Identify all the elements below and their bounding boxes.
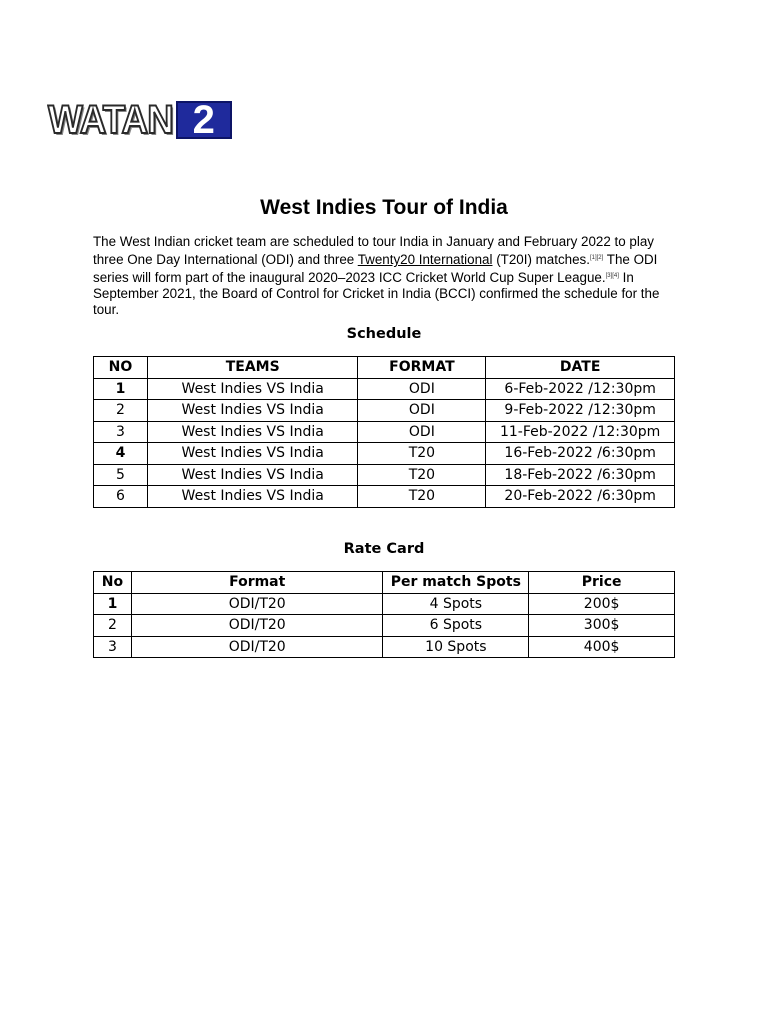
logo-word: WATAN <box>48 98 173 142</box>
cell-date: 11-Feb-2022 /12:30pm <box>486 421 675 443</box>
intro-text-4: In September 2021, the Board of Control for Cricket in India (BCCI) confirmed the schedule for the tour. <box>93 270 660 317</box>
table-row <box>94 593 675 615</box>
cell-format: ODI/T20 <box>131 636 383 658</box>
table-row <box>94 636 675 658</box>
intro-text-1: The West Indian cricket team are scheduled to tour India in January and February 2022 to play three One Day International (ODI) and three <box>93 234 654 267</box>
cell-format: T20 <box>358 464 486 486</box>
table-row <box>94 378 675 400</box>
rate-card-title: Rate Card <box>343 541 425 557</box>
rate-card-table <box>93 571 675 658</box>
header-no: No <box>94 572 132 594</box>
table-row <box>94 443 675 465</box>
ref-3-4[interactable]: [3][4] <box>605 273 619 279</box>
cell-no: 2 <box>94 615 132 637</box>
cell-format: ODI <box>358 400 486 422</box>
schedule-table <box>93 356 675 508</box>
header-date: DATE <box>486 357 675 379</box>
cell-teams: West Indies VS India <box>147 443 358 465</box>
table-row <box>94 400 675 422</box>
cell-teams: West Indies VS India <box>147 421 358 443</box>
cell-no: 1 <box>94 378 148 400</box>
table-row <box>94 486 675 508</box>
table-row <box>94 615 675 637</box>
cell-date: 20-Feb-2022 /6:30pm <box>486 486 675 508</box>
table-row <box>94 464 675 486</box>
cell-format: T20 <box>358 443 486 465</box>
cell-price: 200$ <box>529 593 675 615</box>
table-header-row <box>94 357 675 379</box>
cell-price: 400$ <box>529 636 675 658</box>
cell-teams: West Indies VS India <box>147 486 358 508</box>
cell-date: 16-Feb-2022 /6:30pm <box>486 443 675 465</box>
logo-number-box: 2 <box>176 101 232 139</box>
cell-spots: 4 Spots <box>383 593 529 615</box>
intro-text-2: (T20I) matches. <box>492 252 590 267</box>
header-format: FORMAT <box>358 357 486 379</box>
cell-teams: West Indies VS India <box>147 378 358 400</box>
table-row <box>94 421 675 443</box>
cell-spots: 10 Spots <box>383 636 529 658</box>
cell-price: 300$ <box>529 615 675 637</box>
cell-format: ODI <box>358 378 486 400</box>
header-no: NO <box>94 357 148 379</box>
cell-no: 1 <box>94 593 132 615</box>
intro-text-3: The ODI series will form part of the inaugural 2020–2023 ICC Cricket World Cup Super League. <box>93 252 658 285</box>
cell-teams: West Indies VS India <box>147 400 358 422</box>
cell-no: 3 <box>94 636 132 658</box>
cell-format: ODI/T20 <box>131 593 383 615</box>
cell-date: 18-Feb-2022 /6:30pm <box>486 464 675 486</box>
cell-date: 6-Feb-2022 /12:30pm <box>486 378 675 400</box>
watan2-logo <box>48 100 232 140</box>
schedule-title: Schedule <box>346 326 422 342</box>
cell-no: 3 <box>94 421 148 443</box>
header-price: Price <box>529 572 675 594</box>
cell-no: 5 <box>94 464 148 486</box>
cell-no: 6 <box>94 486 148 508</box>
cell-teams: West Indies VS India <box>147 464 358 486</box>
cell-format: T20 <box>358 486 486 508</box>
cell-format: ODI <box>358 421 486 443</box>
cell-no: 4 <box>94 443 148 465</box>
intro-paragraph <box>93 234 683 318</box>
twenty20-link[interactable]: Twenty20 International <box>357 252 493 267</box>
header-teams: TEAMS <box>147 357 358 379</box>
table-header-row <box>94 572 675 594</box>
cell-no: 2 <box>94 400 148 422</box>
header-format: Format <box>131 572 383 594</box>
cell-date: 9-Feb-2022 /12:30pm <box>486 400 675 422</box>
page-title: West Indies Tour of India <box>260 196 508 219</box>
ref-1-2[interactable]: [1][2] <box>589 255 604 261</box>
cell-spots: 6 Spots <box>383 615 529 637</box>
cell-format: ODI/T20 <box>131 615 383 637</box>
header-spots: Per match Spots <box>383 572 529 594</box>
